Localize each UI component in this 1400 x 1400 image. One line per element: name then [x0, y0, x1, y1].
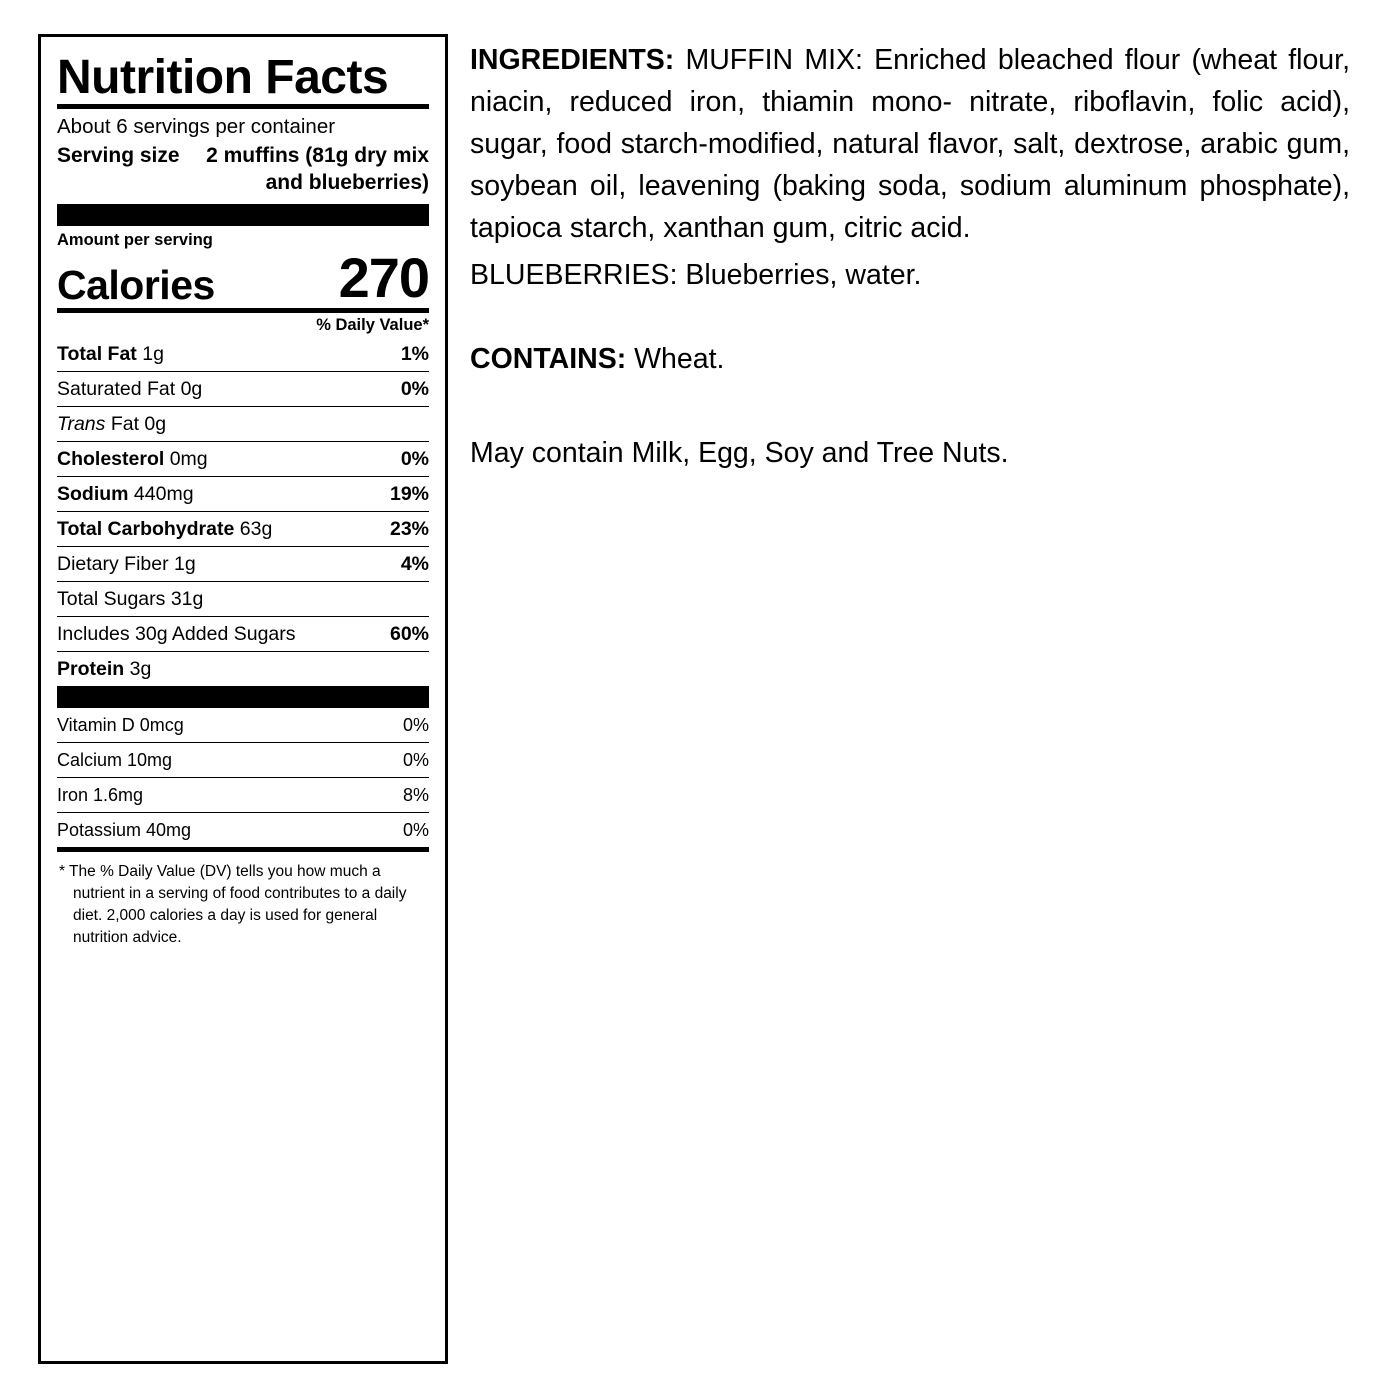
ingredients-paragraph	[470, 40, 1350, 249]
daily-value-header: % Daily Value*	[316, 315, 429, 334]
micronutrient-dv: 0%	[369, 742, 429, 777]
micronutrient-dv: 0%	[402, 819, 429, 840]
table-row	[57, 616, 429, 651]
nutrient-dv: 23%	[377, 511, 429, 546]
ingredients-section	[470, 40, 1350, 475]
may-contain-paragraph: May contain Milk, Egg, Soy and Tree Nuts.	[470, 437, 1009, 470]
table-row	[57, 742, 429, 777]
divider-thick-upper	[57, 204, 429, 226]
nutrition-facts-title: Nutrition Facts	[57, 51, 389, 104]
table-row	[57, 337, 429, 372]
table-row	[57, 441, 429, 476]
contains-heading: CONTAINS:	[470, 343, 627, 376]
nutrient-dv: 60%	[377, 616, 429, 651]
calories-label: Calories	[57, 261, 215, 308]
table-row	[57, 406, 429, 441]
nutrient-dv: 0%	[377, 371, 429, 406]
table-row	[57, 708, 429, 743]
nutrient-name: Protein 3g	[57, 657, 152, 680]
nutrient-dv: 4%	[377, 546, 429, 581]
ingredients-heading: INGREDIENTS:	[470, 44, 675, 76]
micronutrient-name: Iron 1.6mg	[57, 777, 369, 812]
contains-body: Wheat.	[626, 343, 725, 376]
nutrient-table	[57, 337, 429, 686]
nutrient-dv: 19%	[377, 476, 429, 511]
table-row	[57, 581, 429, 616]
nutrient-name: Total Sugars 31g	[57, 581, 377, 616]
micronutrient-name: Potassium 40mg	[57, 819, 192, 840]
calories-value: 270	[338, 245, 429, 309]
nutrient-name: Total Carbohydrate 63g	[57, 511, 377, 546]
nutrient-name: Includes 30g Added Sugars	[57, 616, 377, 651]
table-row	[57, 476, 429, 511]
divider-thick-lower	[57, 686, 429, 708]
nutrient-dv	[377, 651, 429, 686]
nutrient-name: Cholesterol 0mg	[57, 441, 377, 476]
table-row	[57, 777, 429, 812]
nutrient-name: Trans Fat 0g	[57, 406, 377, 441]
nutrient-dv: 1%	[377, 337, 429, 372]
nutrient-dv	[377, 406, 429, 441]
nutrient-name: Dietary Fiber 1g	[57, 546, 377, 581]
nutrient-name: Total Fat 1g	[57, 337, 377, 372]
blueberries-paragraph: BLUEBERRIES: Blueberries, water.	[470, 259, 922, 292]
micronutrient-table	[57, 708, 429, 847]
nutrition-facts-panel	[38, 34, 448, 1364]
serving-size-row	[57, 142, 429, 204]
servings-per-container: About 6 servings per container	[57, 115, 336, 139]
micronutrient-dv: 0%	[369, 708, 429, 743]
daily-value-footnote	[57, 852, 429, 949]
nutrient-name: Saturated Fat 0g	[57, 371, 377, 406]
nutrient-dv: 0%	[377, 441, 429, 476]
table-row	[57, 546, 429, 581]
calories-row	[57, 245, 429, 309]
micronutrient-dv: 8%	[369, 777, 429, 812]
table-row	[57, 651, 429, 686]
micronutrient-name: Vitamin D 0mcg	[57, 708, 369, 743]
table-row	[57, 812, 429, 847]
table-row	[57, 511, 429, 546]
ingredients-body: MUFFIN MIX: Enriched bleached flour (wheat flour, niacin, reduced iron, thiamin mono- nitrate, riboflavin, folic acid), sugar, food starch-modified, natural flavor, salt, dextrose, arabic gum, soybean oil, leavening (baking soda, sodium aluminum phosphate), tapioca starch, xanthan gum, citric acid.	[470, 44, 1350, 244]
micronutrient-name: Calcium 10mg	[57, 742, 369, 777]
serving-size-label: Serving size	[57, 144, 180, 168]
contains-paragraph	[470, 339, 1350, 381]
table-row	[57, 371, 429, 406]
nutrient-name: Sodium 440mg	[57, 476, 377, 511]
nutrient-dv	[377, 581, 429, 616]
amount-per-serving-label: Amount per serving	[57, 230, 213, 249]
serving-size-value: 2 muffins (81g dry mix and blueberries)	[206, 144, 429, 195]
footnote-text: * The % Daily Value (DV) tells you how much a nutrient in a serving of food contributes to a daily diet. 2,000 calories a day is used for general nutrition advice.	[59, 862, 407, 946]
